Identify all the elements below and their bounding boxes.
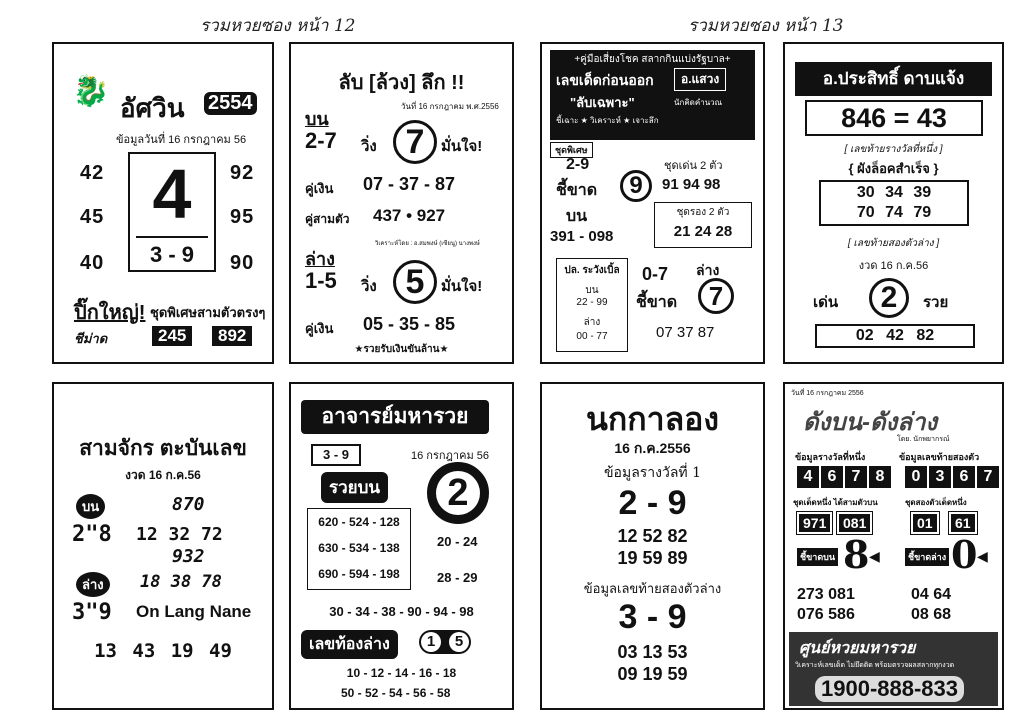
nok-pair2: 3 - 9: [618, 598, 687, 636]
arrow-left-icon-1: ◀: [869, 548, 880, 564]
dragon-icon: 🐉: [72, 75, 110, 108]
sure-label-bottom: มั่นใจ!: [441, 278, 483, 295]
dang-title: ดังบน-ดังล่าง: [803, 409, 938, 436]
brand-year: 2554: [204, 92, 257, 115]
secondary-label: ชุดรอง 2 ตัว: [676, 207, 730, 218]
label-3: ชุดเด็ดหนึ่ง ได้สามตัวบน: [793, 498, 878, 507]
savang-sub2: นักคิดคำนวณ: [674, 98, 723, 107]
panel-secret: [289, 42, 514, 364]
warn-bot: ล่าง: [583, 317, 601, 328]
banner-phone: 1900-888-833: [815, 676, 964, 702]
cut-digit-1: 8: [843, 532, 870, 577]
dang-date: วันที่ 16 กรกฎาคม 2556: [791, 390, 864, 397]
left-num-1: 42: [80, 162, 105, 184]
pair-label-top: คู่เงิน: [305, 181, 334, 196]
savang-line3: ชี้เฉาะ ★ วิเคราะห์ ★ เจาะลึก: [556, 116, 659, 125]
banner-sub: วิเคราะห์เลขเด็ด ไม่ยึดติด พร้อมตรวจผลสลากทุกงวด: [795, 662, 955, 669]
label-2: ข้อมูลเลขท้ายสองตัว: [899, 452, 980, 462]
secondary-box: [654, 202, 752, 248]
digit-2-4: 7: [977, 466, 999, 488]
bottom-line-2: 50 - 52 - 54 - 56 - 58: [341, 686, 451, 700]
credit-line: วิเคราะห์โดย : อ.สมพงษ์ (เซียนู) นางพงษ์: [375, 241, 480, 247]
prasit-line1: [ เลขท้ายรางวัลที่หนึ่ง ]: [844, 144, 943, 155]
top-pair: 2"8: [72, 522, 112, 547]
big-digit-box: [128, 152, 216, 272]
left-num-2: 45: [80, 206, 105, 228]
page-header-left: รวมหวยซอง หน้า 12: [200, 16, 356, 36]
savang-title: เลขเด็ดก่อนออก: [556, 72, 654, 88]
prasit-line2: { ผังล็อคสำเร็จ }: [848, 161, 939, 176]
nums-3: 04 64: [911, 586, 952, 603]
rich-label: รวย: [923, 294, 949, 311]
three-digits: 437 • 927: [373, 206, 446, 225]
arrow-left-icon-2: ◀: [977, 548, 988, 564]
panel-asawin: [52, 42, 274, 364]
feature-label: ชุดเด่น 2 ตัว: [664, 160, 723, 172]
run-label-top: วิ่ง: [361, 138, 377, 155]
top-extra: 932: [172, 546, 205, 567]
digit-1-3: 7: [845, 466, 867, 488]
nums-1: 273 081: [797, 586, 855, 603]
maharuay-date: 16 กรกฎาคม 56: [411, 450, 489, 462]
digit-1-1: 4: [797, 466, 819, 488]
maharuay-rows: [307, 508, 411, 590]
nok-row-3: 03 13 53: [617, 642, 688, 662]
nok-row-1: 12 52 82: [617, 526, 688, 546]
sure-label-top: มั่นใจ!: [441, 138, 483, 155]
prasit-title: อ.ประสิทธิ์ ดาบแจ้ง: [795, 62, 992, 96]
top-pairs: 07 - 37 - 87: [363, 174, 456, 194]
nums-4: 08 68: [911, 606, 952, 623]
side-2: 28 - 29: [437, 570, 478, 585]
promo-tag: ชีม่าด: [74, 331, 108, 346]
digit-2-3: 6: [953, 466, 975, 488]
promo-num-2: 892: [212, 326, 252, 346]
secondary-nums: 21 24 28: [673, 223, 733, 240]
nok-date: 16 ก.ค.2556: [614, 440, 691, 456]
cut-digit-top: 9: [620, 170, 652, 202]
big-pair: 3 - 9: [149, 242, 195, 267]
top-pair: 2-7: [305, 128, 337, 153]
warn-top: บน: [585, 285, 599, 296]
top-three: 870: [172, 494, 205, 515]
box-num-1: 971: [797, 512, 832, 534]
box-num-3: 01: [911, 512, 939, 534]
bottom-pair: 0-7: [642, 264, 669, 284]
nok-title: นกกาลอง: [585, 401, 720, 437]
row-2: 630 - 534 - 138: [318, 541, 400, 555]
top-label: บน: [76, 494, 105, 519]
digit-1-4: 8: [869, 466, 891, 488]
right-num-1: 92: [230, 162, 255, 184]
bottom-digit-circle: 5: [393, 260, 437, 304]
special-label: ชุดพิเศษ: [550, 142, 593, 158]
warn-title: ปล. ระวังเบิ้ล: [564, 265, 620, 276]
bottom-text: On Lang Nane: [136, 602, 252, 621]
nok-pair: 2 - 9: [618, 484, 687, 522]
secret-title: ลับ [ล้วง] ลึก !!: [338, 72, 465, 94]
nok-row-2: 19 59 89: [617, 548, 688, 568]
maharuay-line: 30 - 34 - 38 - 90 - 94 - 98: [329, 604, 474, 619]
panel-samjak: [52, 382, 274, 710]
bottom-pairs: 05 - 35 - 85: [363, 314, 456, 334]
cut-digit-2: 0: [951, 532, 978, 577]
panel-nokkalong: [540, 382, 765, 710]
bottom-cut-label: ชี้ขาด: [636, 294, 678, 311]
cut-label-1: ชี้ขาดบน: [797, 548, 838, 566]
row-1: 620 - 524 - 128: [318, 515, 400, 529]
lead-label: เด่น: [813, 294, 839, 311]
samjak-draw: งวด 16 ก.ค.56: [125, 468, 201, 482]
pair-top: 2-9: [566, 156, 590, 173]
bottom-nums: 07 37 87: [656, 324, 715, 341]
bottom-pair: 3"9: [72, 600, 112, 625]
bottom-nums: 18 38 78: [140, 572, 222, 592]
top-label: บน: [566, 208, 588, 225]
top-nums: 12 32 72: [136, 524, 223, 545]
grid-row-2: 70 74 79: [856, 204, 932, 221]
pair-label-bottom: คู่เงิน: [305, 321, 334, 336]
dang-sub: โดย. นักพยากรณ์: [897, 436, 950, 443]
label-1: ข้อมูลรางวัลที่หนึ่ง: [795, 452, 866, 462]
warn-box: [556, 258, 628, 352]
bottom-digits: [419, 630, 471, 654]
label-4: ชุดสองตัวเด็ดหนึ่ง: [905, 498, 967, 507]
nok-line1: ข้อมูลรางวัลที่ 1: [603, 465, 702, 481]
right-num-2: 95: [230, 206, 255, 228]
run-label-bottom: วิ่ง: [361, 278, 377, 295]
box-num-4: 61: [949, 512, 977, 534]
digit-2-2: 3: [929, 466, 951, 488]
promo-subtitle: ชุดพิเศษสามตัวตรงๆ: [150, 305, 266, 320]
cut-label-top: ชี้ขาด: [556, 182, 598, 199]
panel-dangbon: [783, 382, 1004, 710]
feature-nums: 91 94 98: [662, 176, 721, 193]
date-label: ข้อมูลวันที่ 16 กรกฎาคม 56: [116, 134, 247, 146]
bottom-label: ล่าง: [76, 572, 110, 597]
three-label: คู่สามตัว: [305, 212, 350, 226]
savang-header: [550, 50, 755, 140]
digits-1: [797, 466, 893, 488]
savang-author: อ.แสวง: [674, 68, 726, 91]
big-digit: 4: [152, 155, 192, 233]
prasit-line3: [ เลขท้ายสองตัวล่าง ]: [847, 238, 940, 249]
panel-savang: [540, 42, 765, 364]
warn-bot-val: 00 - 77: [576, 331, 608, 342]
savang-sub: "ลับเฉพาะ": [570, 95, 635, 110]
warn-top-val: 22 - 99: [576, 297, 608, 308]
brand-title: อัศวิน: [120, 93, 185, 123]
promo-num-1: 245: [152, 326, 192, 346]
digit-1-2: 6: [821, 466, 843, 488]
row-3: 690 - 594 - 198: [318, 567, 400, 581]
samjak-title: สามจักร ตะบันเลข: [79, 437, 247, 460]
bottom-digit-2: 5: [449, 632, 469, 652]
banner-title: ศูนย์หวยมหารวย: [799, 640, 916, 657]
right-num-3: 90: [230, 252, 255, 274]
rich-digit: [427, 462, 489, 524]
bottom-pair: 1-5: [305, 268, 337, 293]
savang-top-line: +คู่มือเสี่ยงโชค สลากกินแบ่งรัฐบาล+: [574, 54, 731, 65]
three-nums: 391 - 098: [550, 228, 614, 245]
maharuay-title: อาจารย์มหารวย: [301, 400, 489, 434]
box-num-2: 081: [837, 512, 872, 534]
rich-label: รวยบน: [321, 472, 388, 503]
secret-footer: ★รวยรับเงินขันล้าน★: [354, 344, 449, 355]
rich-digit-value: 2: [436, 471, 480, 515]
nok-row-4: 09 19 59: [617, 664, 688, 684]
maharuay-pair: 3 - 9: [311, 444, 361, 466]
left-num-3: 40: [80, 252, 105, 274]
bottom-line-1: 10 - 12 - 14 - 16 - 18: [346, 666, 457, 680]
digits-2: [905, 466, 1001, 488]
bottom-title: เลขท้องล่าง: [301, 630, 398, 659]
prasit-grid: [819, 180, 969, 226]
bottom-label: ล่าง: [696, 262, 720, 278]
prasit-bottom: 02 42 82: [815, 324, 975, 348]
prasit-main: 846 = 43: [805, 100, 983, 136]
promo-title: ปิ๊กใหญ่!: [74, 302, 146, 324]
side-1: 20 - 24: [437, 534, 478, 549]
top-label: บน: [305, 109, 329, 129]
digit-2-1: 0: [905, 466, 927, 488]
bottom-label: ล่าง: [305, 249, 335, 269]
panel-prasit: [783, 42, 1004, 364]
cut-label-2: ชี้ขาดล่าง: [905, 548, 949, 566]
lead-digit: 2: [869, 278, 909, 318]
bottom-cut-digit: 7: [698, 278, 734, 314]
panel-maharuay: [289, 382, 514, 710]
bottom-digit-1: 1: [421, 632, 441, 652]
prasit-draw: งวด 16 ก.ค.56: [858, 260, 929, 272]
secret-date: วันที่ 16 กรกฎาคม พ.ศ.2556: [401, 102, 499, 111]
samjak-last: 13 43 19 49: [94, 640, 232, 662]
nums-2: 076 586: [797, 606, 855, 623]
page-header-right: รวมหวยซอง หน้า 13: [688, 16, 844, 36]
banner: [789, 632, 998, 706]
grid-row-1: 30 34 39: [856, 184, 932, 201]
nok-line2: ข้อมูลเลขท้ายสองตัวล่าง: [583, 582, 722, 597]
top-digit-circle: 7: [393, 120, 437, 164]
